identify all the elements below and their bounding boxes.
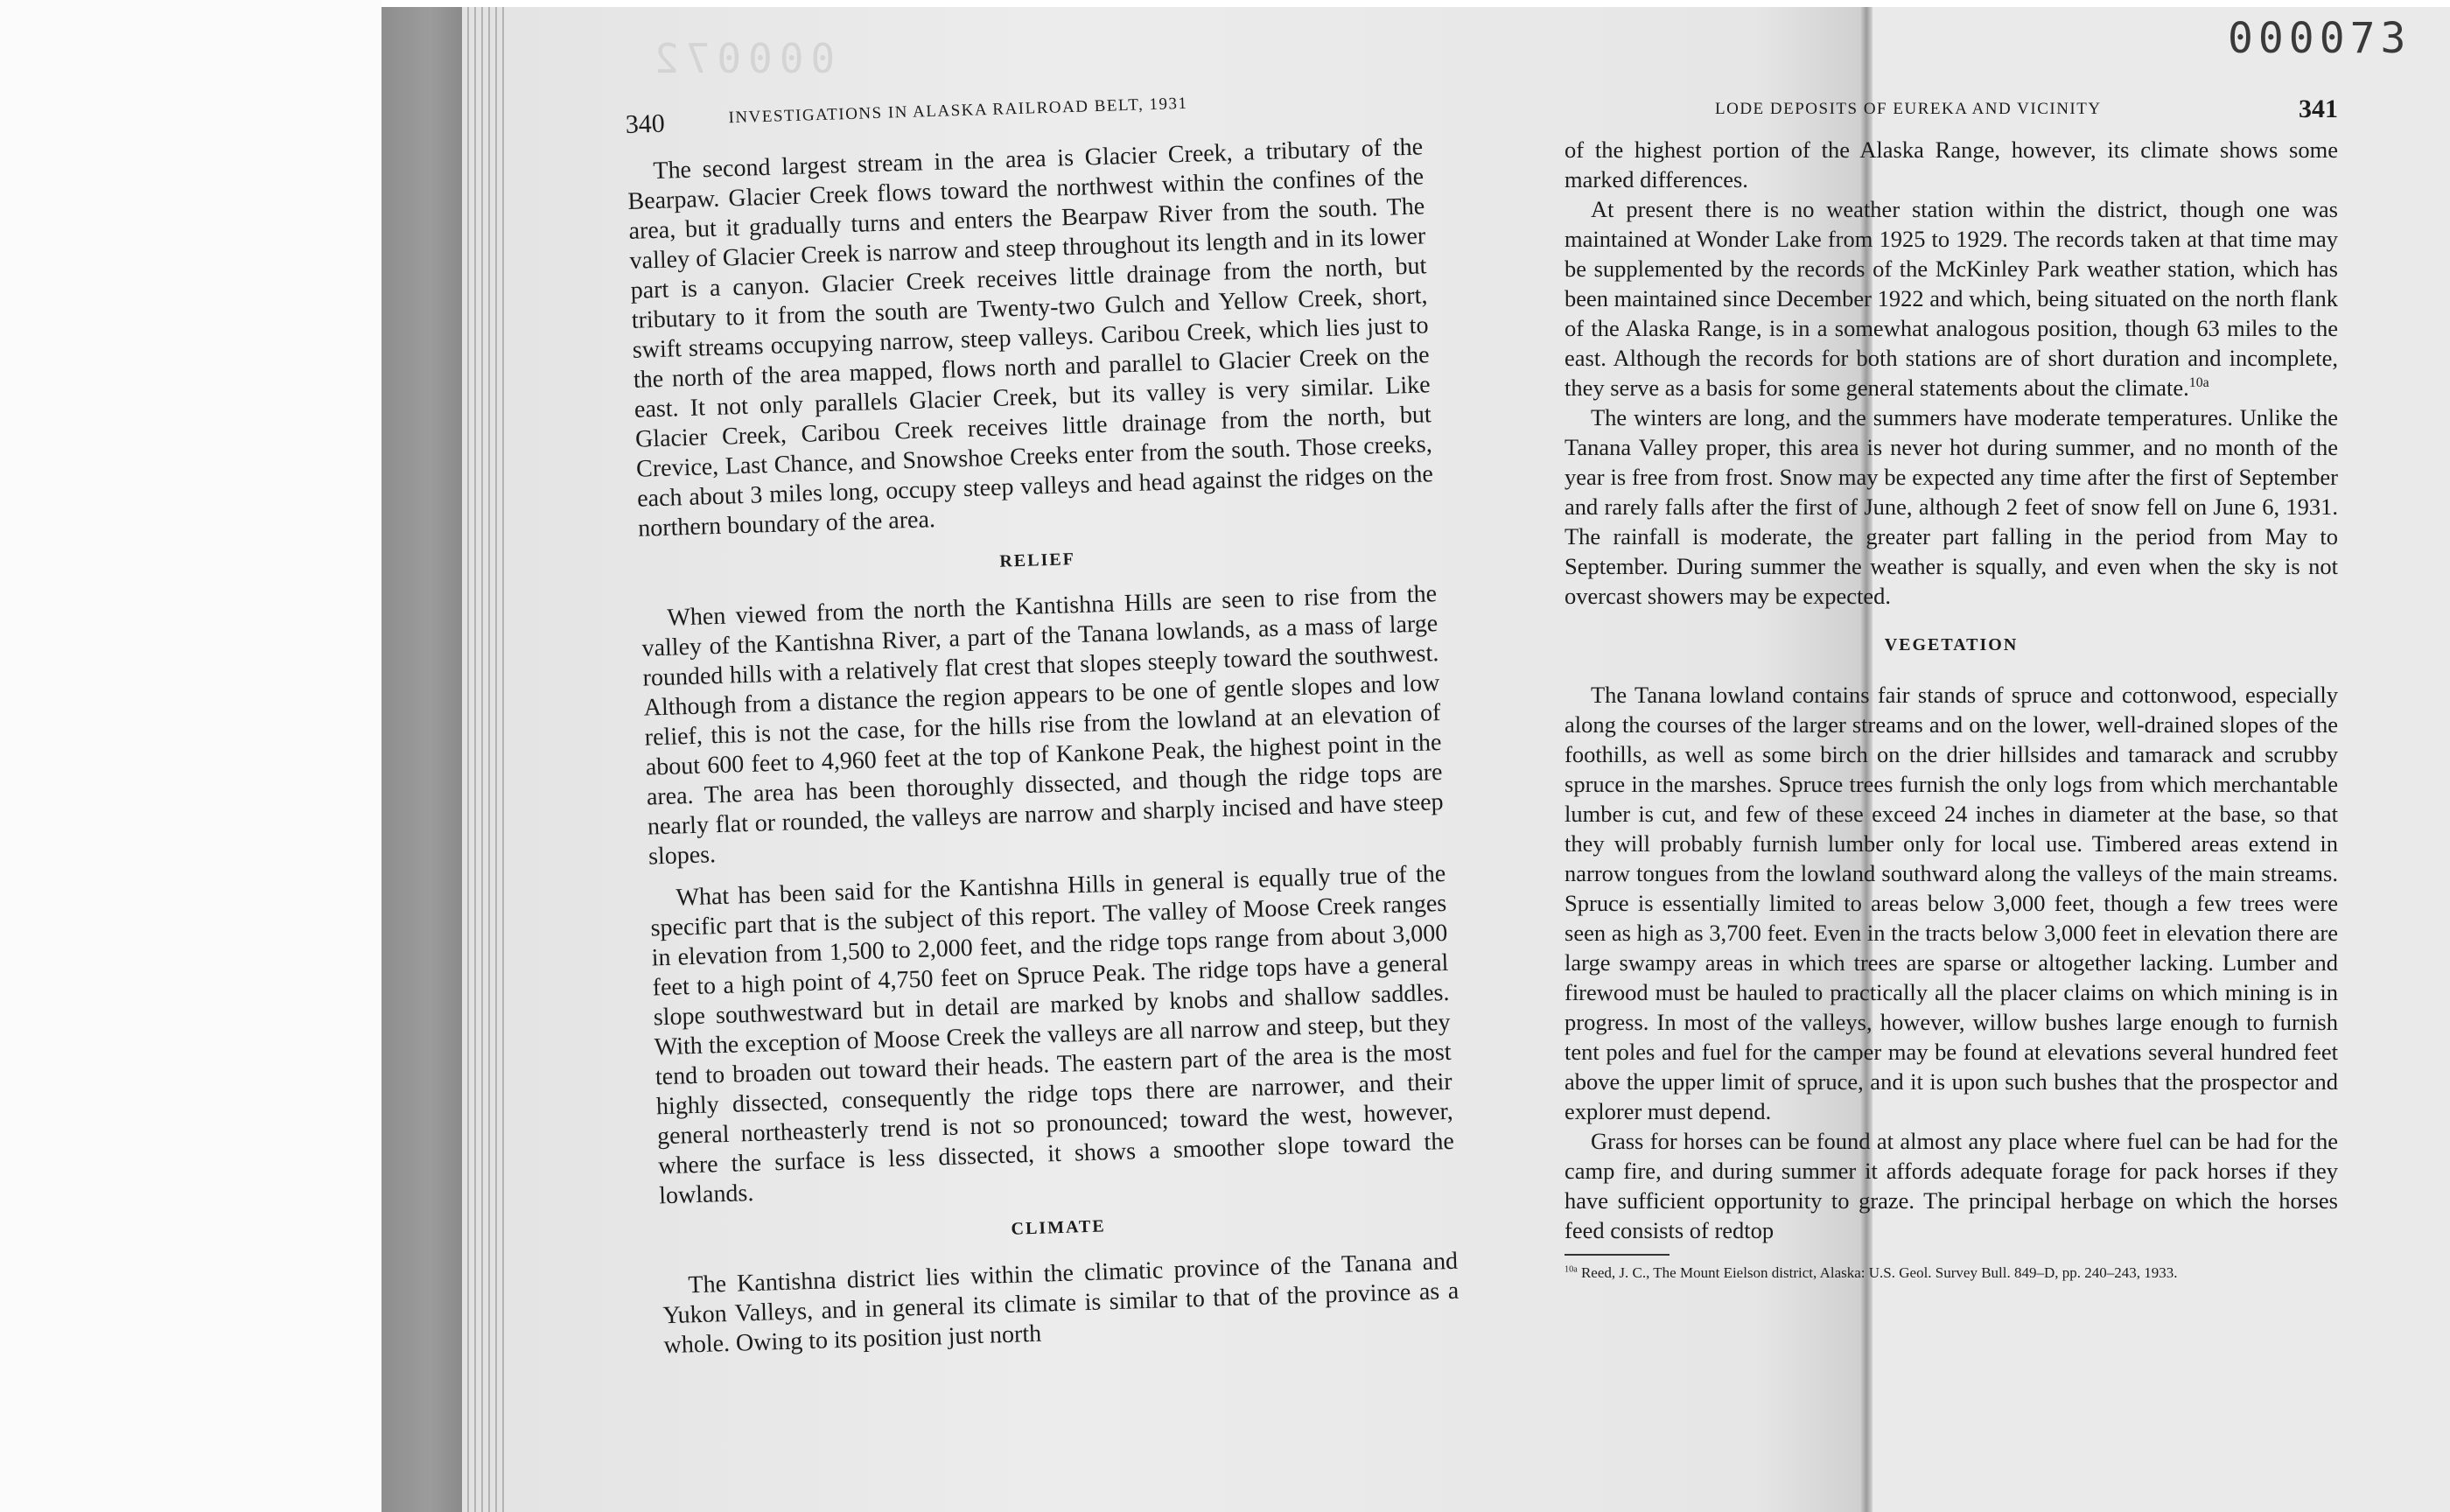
- heading-climate: CLIMATE: [1011, 1216, 1106, 1239]
- bleed-through-number: 000072: [648, 35, 836, 82]
- right-page-body: [1564, 135, 2338, 1284]
- paragraph-climate-continuation: of the highest portion of the Alaska Range, however, its climate shows some marked differences.: [1564, 136, 2338, 192]
- footnote: [1564, 1263, 2338, 1284]
- paragraph-vegetation-1: The Tanana lowland contains fair stands of spruce and cottonwood, especially along the courses of the larger streams and on the lower, well-drained slopes of the foothills, as well as some birch on the drier hillsides and tamarack and scrubby spruce in the marshes. Spruce trees furnish the only logs from which merchantable lumber is cut, and few of these exceed 24 inches in diameter at the base, so that they will probably furnish lumber only for local use. Timbered areas extend in narrow tongues from the lowland southward along the valleys of the main streams. Spruce is essentially limited to areas below 3,000 feet, though a few trees were seen as high as 3,700 feet. Even in the tracts below 3,000 feet in elevation there are large swampy areas in which trees are sparse or altogether lacking. Lumber and firewood must be hauled to practically all the placer claims on which mining is in progress. In most of the valleys, however, willow bushes large enough to furnish tent poles and fuel for the camper may be found at elevations several hundred feet above the upper limit of spruce, and it is upon such bushes that the prospector and explorer must depend.: [1564, 682, 2338, 1124]
- footnote-reference: 10a: [2188, 375, 2209, 391]
- paragraph-climate-2: [1564, 194, 2338, 402]
- right-page-content: [1564, 94, 2338, 1468]
- heading-vegetation: VEGETATION: [1884, 635, 2019, 654]
- paragraph-relief-1: When viewed from the north the Kantishna Hills are seen to rise from the valley of the Kantishna River, a part of the Tanana lowlands, as a mass of large rounded hills with a relatively flat crest that slopes steeply toward the southwest. Although from a distance the region appears to be one of gentle slopes and low relief, this is not the case, for the hills rise from the lowland at an elevation of about 600 feet to 4,960 feet at the top of Kankone Peak, the highest point in the area. The area has been thoroughly dissected, and though the ridge tops are nearly flat or rounded, the valleys are narrow and sharply incised and have steep slopes.: [641, 580, 1445, 871]
- blank-margin: [0, 0, 382, 1512]
- running-head-title-right: LODE DEPOSITS OF EUREKA AND VICINITY: [1715, 100, 2102, 118]
- running-head-title-left: INVESTIGATIONS IN ALASKA RAILROAD BELT, 1931: [728, 94, 1188, 128]
- footnote-text: Reed, J. C., The Mount Eielson district, Alaska: U.S. Geol. Survey Bull. 849–D, pp. 240–243, 1933.: [1580, 1264, 2178, 1281]
- footnote-rule: [1564, 1254, 1670, 1256]
- heading-relief: RELIEF: [999, 550, 1076, 571]
- paragraph-climate-3: The winters are long, and the summers have moderate temperatures. Unlike the Tanana Valley proper, this area is never hot during summer, and no month of the year is free from frost. Snow may be expected any time after the first of September and rarely falls after the first of June, although 2 feet of snow fell on June 6, 1931. The rainfall is moderate, the greater part falling in the period from May to September. During summer the weather is squally, and even when the sky is not overcast showers may be expected.: [1564, 404, 2338, 609]
- right-running-head: [1564, 94, 2338, 135]
- paragraph-vegetation-2: Grass for horses can be found at almost any place where fuel can be had for the camp fire, and during summer it affords adequate forage for pack horses if they have sufficient opportunity to graze. The principal herbage on which the horses feed consists of redtop: [1564, 1128, 2338, 1243]
- paragraph-climate-1: The Kantishna district lies within the climatic province of the Tanana and Yukon Valleys, and in general its climate is similar to that of the province as a whole. Owing to its position just north: [662, 1247, 1460, 1360]
- footnote-marker: 10a: [1564, 1264, 1578, 1275]
- paragraph-glacier-creek: The second largest stream in the area is Glacier Creek, a tributary of the Bearpaw. Glacier Creek flows toward the northwest within the confines of the area, but it gradually turns and enters the Bearpaw River from the south. The valley of Glacier Creek is narrow and steep throughout its length and in its lower part is a canyon. Glacier Creek receives little drainage from the north, but tributary to it from the south are Twenty-two Gulch and Yellow Creek, short, swift streams occupying narrow, steep valleys. Caribou Creek, which lies just to the north of the area mapped, flows north and parallel to Glacier Creek on the east. It not only parallels Glacier Creek, but its valley is very similar. Like Glacier Creek, Caribou Creek receives little drainage from the north, but Crevice, Last Chance, and Snowshoe Creeks enter from the south. Those creeks, each about 3 miles long, occupy steep valleys and head against the ridges on the northern boundary of the area.: [627, 133, 1434, 542]
- page-number-left: 340: [625, 108, 666, 139]
- page-number-right: 341: [2299, 94, 2338, 123]
- stamp-number: 000073: [2228, 14, 2412, 63]
- left-page-content: [625, 78, 1464, 1467]
- left-page-body: [626, 132, 1460, 1373]
- book-cover-edge: [382, 7, 462, 1512]
- paragraph-climate-2-text: At present there is no weather station within the district, though one was maintained at Wonder Lake from 1925 to 1929. The records taken at that time may be supplemented by the records of the McKinley Park weather station, which has been maintained since December 1922 and which, being situated on the north flank of the Alaska Range, is in a somewhat analogous position, though 63 miles to the east. Although the records for both stations are of short duration and incomplete, they serve as a basis for some general statements about the climate.: [1564, 196, 2338, 401]
- page-stack-edges: [462, 7, 504, 1512]
- paragraph-relief-2: What has been said for the Kantishna Hills in general is equally true of the specific part that is the subject of this report. The valley of Moose Creek ranges in elevation from 1,500 to 2,000 feet, and the ridge tops range from about 3,000 feet to a high point of 4,750 feet on Spruce Peak. The ridge tops have a general slope southwestward but in detail are marked by knobs and shallow saddles. With the exception of Moose Creek the valleys are all narrow and steep, but they tend to broaden out toward their heads. The eastern part of the area is the most highly dissected, consequently the ridge tops there are narrower, and their general northeasterly trend is not so pronounced; toward the west, however, where the surface is less dissected, it shows a smoother slope toward the lowlands.: [650, 859, 1455, 1210]
